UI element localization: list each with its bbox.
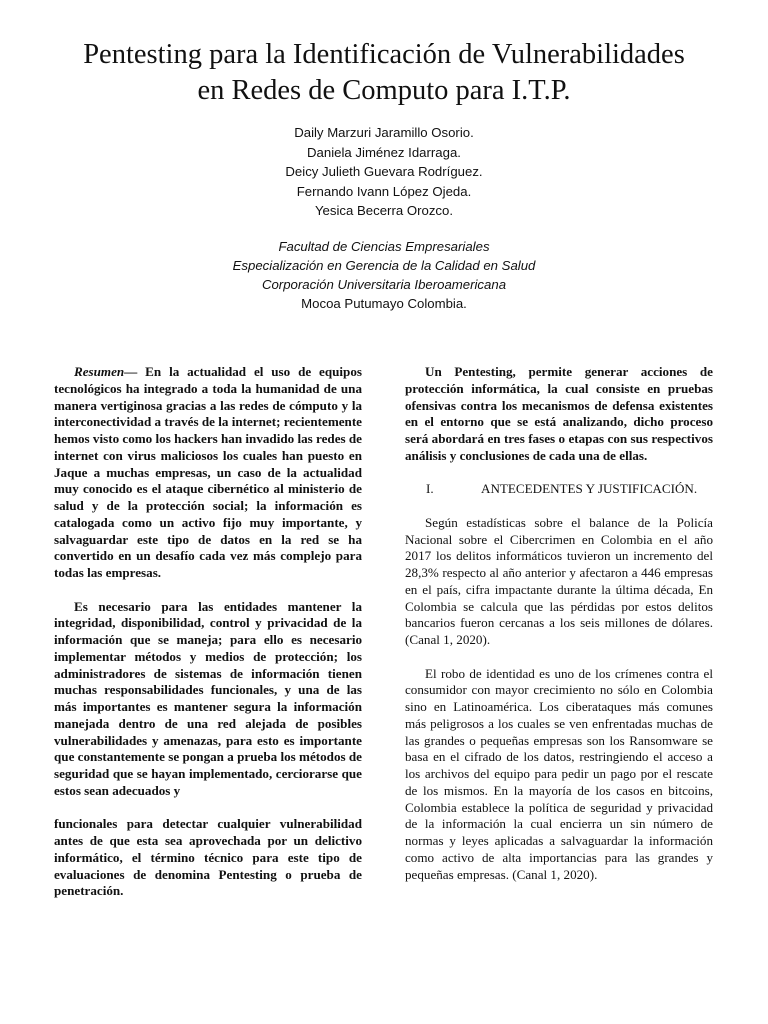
author-name: Fernando Ivann López Ojeda. [296,183,472,199]
body-paragraph: Es necesario para las entidades mantener la integridad, disponibilidad, control y privacidad de la información que se maneja; para ello es necesario implementar métodos y medios de protección; los administradores de sistemas de información tienen muchas responsabilidades funcionales, y una de las más importantes es mantener segura la información manejada dentro de una red alejada de posibles vulnerabilidades y amenazas, para esto es importante que constantemente se pongan a prueba los métodos de seguridad que se hayan implementado, cerciorarse que estos sean adecuados y [54,598,362,798]
abstract-label: Resumen— [74,364,138,379]
intro-paragraph: Un Pentesting, permite generar acciones de protección informática, la cual consiste en pruebas ofensivas contra los mecanismos de defensa existentes en el entorno que se está analizando, dicho proceso será abordará en tres fases o etapas con sus respectivos análisis y conclusiones de cada una de ellas. [405,364,713,463]
body-paragraph: funcionales para detectar cualquier vulnerabilidad antes de que esta sea aprovechada por un delictivo informático, el término técnico para este tipo de evaluaciones de denomina Pentesting o prueba de penetración. [54,816,362,899]
abstract-paragraph [54,364,362,582]
section-heading [405,481,713,498]
affiliation-location: Mocoa Putumayo Colombia. [301,296,467,311]
paper-title [30,37,738,109]
section-number: I. [426,481,434,497]
abstract-text: En la actualidad el uso de equipos tecnológicos ha integrado a toda la humanidad de una manera vertiginosa gracias a las redes de cómputo y la interconectividad a través de la internet; recientemente hemos visto como los hackers han invadido las redes de internet con virus maliciosos los cuales han puesto en Jaque a muchas empresas, un caso de la actualidad muy conocido es el ataque cibernético al ministerio de salud y de la protección social; la información es catalogada como un activo fijo muy importante, y salvaguardar este tipo de datos en la red se ha convertido en un desafío cada vez más complejo para todas las empresas. [54,364,362,580]
affiliation-specialization: Especialización en Gerencia de la Calidad en Salud [232,258,536,273]
affiliation-block [0,237,768,313]
body-paragraph: El robo de identidad es uno de los crímenes contra el consumidor con mayor crecimiento no sólo en Colombia sino en Latinoamérica. Los ciberataques más comunes más peligrosos a los cuales se ven enfrentadas muchas de las grandes o pequeñas empresas son los Ransomware se basa en el cifrado de los datos, restringiendo el acceso a los archivos del equipo para pedir un pago por el rescate de los mismos. En la mayoría de los casos en bitcoins, Colombia establece la política de seguridad y privacidad de la información la cual encierra un sin número de normas y leyes aplicadas a salvaguardar la información como activo de alta importancias para las grandes y pequeñas empresas. (Canal 1, 2020). [405,665,713,882]
body-paragraph: Según estadísticas sobre el balance de la Policía Nacional sobre el Cibercrimen en Colombia en el año 2017 los delitos informáticos tuvieron un incremento del 28,3% respecto al año anterior y afectaron a 446 empresas en el país, cifra impactante durante la última década, En Colombia se calcula que las pérdidas por estos delitos bancarios fueron cercanas a los seis millones de dólares. (Canal 1, 2020). [405,514,713,648]
section-title: ANTECEDENTES Y JUSTIFICACIÓN. [481,481,698,497]
title-line-1: Pentesting para la Identificación de Vulnerabilidades [83,39,685,70]
author-list [0,123,768,221]
affiliation-university: Corporación Universitaria Iberoamericana [261,277,507,292]
left-column [54,364,362,900]
right-column [405,364,713,883]
title-line-2: en Redes de Computo para I.T.P. [197,75,571,106]
affiliation-faculty: Facultad de Ciencias Empresariales [278,239,490,254]
author-name: Daily Marzuri Jaramillo Osorio. [294,125,474,140]
author-name: Deicy Julieth Guevara Rodríguez. [285,164,483,179]
author-name: Yesica Becerra Orozco. [314,203,454,218]
author-name: Daniela Jiménez Idarraga. [307,144,461,160]
